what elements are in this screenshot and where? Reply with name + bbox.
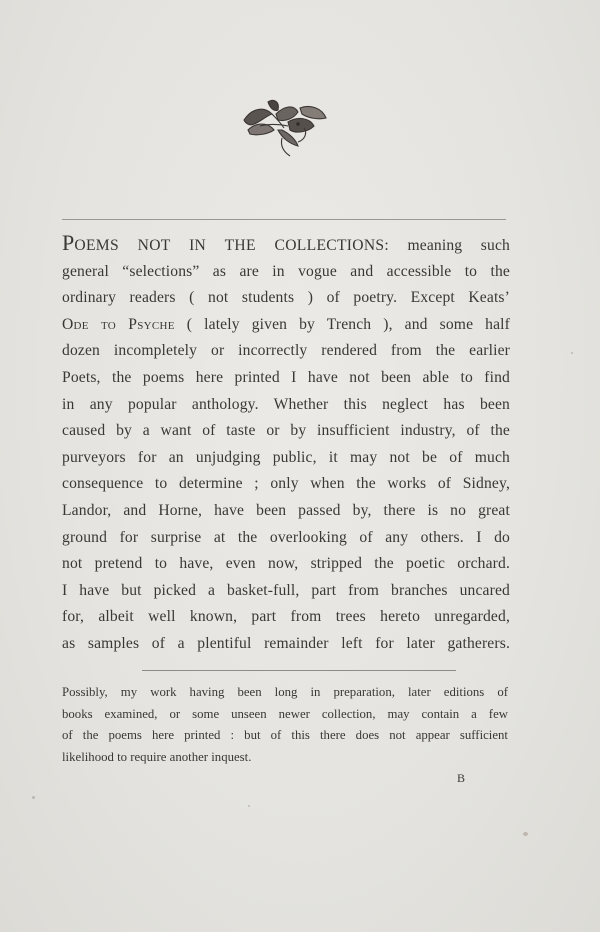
text-line: dozen incompletely or incorrectly rendered from the earlier xyxy=(62,342,510,360)
paper-speck xyxy=(571,352,573,354)
footnote xyxy=(62,682,508,768)
text-line: Poets, the poems here printed I have not been able to find xyxy=(62,368,510,386)
drop-capital: P xyxy=(62,230,75,255)
heading-smallcaps: OEMS NOT IN THE COLLECTIONS xyxy=(74,237,385,254)
poem-title-smallcaps: Ode to Psyche xyxy=(62,315,175,333)
text-line: Ode to Psyche ( lately given by Trench ), and some half xyxy=(62,315,511,333)
paper-speck xyxy=(32,796,35,799)
top-rule xyxy=(62,219,506,220)
text-line: in any popular anthology. Whether this neglect has been xyxy=(62,395,510,413)
paper-speck xyxy=(248,805,250,807)
footnote-line: Possibly, my work having been long in preparation, later editions of xyxy=(62,685,508,699)
text-line: as samples of a plentiful remainder left for later gatherers. xyxy=(62,634,510,652)
text-line: Landor, and Horne, have been passed by, there is no great xyxy=(62,501,510,519)
footnote-line: books examined, or some unseen newer collection, may contain a few xyxy=(62,706,508,721)
paper-speck xyxy=(523,832,528,836)
text-line: I have but picked a basket-full, part from branches uncared xyxy=(62,581,510,599)
text-line: ordinary readers ( not students ) of poetry. Except Keats’ xyxy=(62,289,510,307)
text-line: for, albeit well known, part from trees hereto unregarded, xyxy=(62,608,510,626)
text-line: caused by a want of taste or by insufficient industry, of the xyxy=(62,422,510,440)
text-line: general “selections” as are in vogue and accessible to the xyxy=(62,262,510,280)
preface-paragraph xyxy=(62,232,510,658)
text-line: consequence to determine ; only when the works of Sidney, xyxy=(62,475,510,493)
text-line: POEMS NOT IN THE COLLECTIONS: meaning such xyxy=(62,230,510,255)
floral-bird-ornament-icon xyxy=(238,94,330,158)
text-line: ground for surprise at the overlooking of any others. I do xyxy=(62,528,510,546)
footnote-line: of the poems here printed : but of this there does not appear sufficient xyxy=(62,728,508,742)
signature-mark: B xyxy=(457,771,466,785)
footnote-line: likelihood to require another inquest. xyxy=(62,749,252,764)
footnote-rule xyxy=(142,670,456,671)
text-line: purveyors for an unjudging public, it may not be of much xyxy=(62,448,510,466)
text-line: not pretend to have, even now, stripped the poetic orchard. xyxy=(62,555,510,573)
